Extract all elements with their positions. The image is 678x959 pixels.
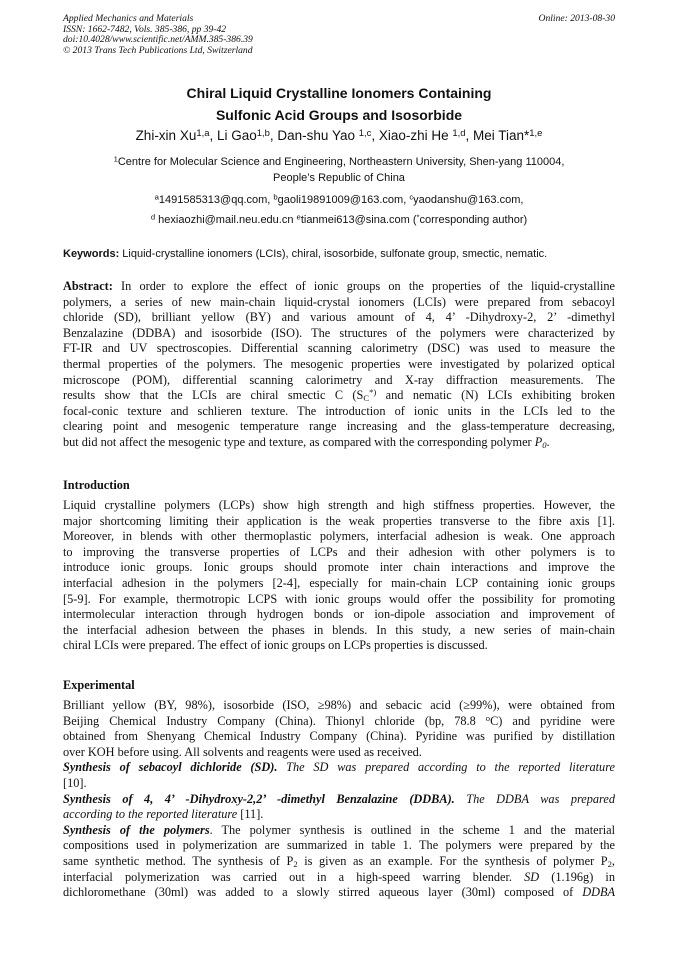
intro-line: chiral LCIs were prepared. The effect of ionic groups on LCPs properties is discussed. (63, 638, 488, 653)
email-e: tianmei613@sina.com ( (300, 214, 417, 226)
exp-line: Beijing Chemical Industry Company (China). Thionyl chloride (bp, 78.8 (63, 713, 486, 728)
abstract-line: focal-conic texture and schlieren texture. The introduction of ionic units in the LCIs led to the (63, 403, 615, 418)
abstract-line: chloride (SD), brilliant yellow (BY) and various amount of 4, 4’ -Dihydroxy-2, 2’ -dimethyl (63, 310, 615, 325)
abstract-line: results show that the LCIs are chiral smectic C (S (63, 388, 364, 403)
keywords (63, 247, 615, 262)
abstract-line-rest: and nematic (N) LCIs exhibiting broken (376, 388, 615, 403)
sd-subheading: Synthesis of sebacoyl dichloride (SD). (63, 760, 278, 775)
email-d: hexiaozhi@mail.neu.edu.cn (155, 214, 297, 226)
abstract-line: FT-IR and UV spectroscopies. Differential scanning calorimetry (DSC) was used to measure the (63, 341, 615, 356)
poly-line-mid: is given as an example. For the synthesis of polymer P (297, 853, 608, 868)
author-affil-sup: 1,a (196, 127, 210, 139)
author-separator: , (371, 128, 379, 143)
ddba-reference: [11]. (237, 807, 264, 822)
polymer-p0: P (534, 434, 543, 449)
journal-header (63, 14, 615, 56)
smectic-sub: C (363, 393, 370, 404)
abstract-line: polymers, a series of new main-chain liquid-crystal ionomers (LCIs) were prepared from sebacoyl (63, 294, 615, 309)
issn-line: ISSN: 1662-7482, Vols. 385-386, pp 39-42 (63, 23, 227, 35)
poly-line: interfacial polymerization was carried out in a high-speed warring blender. (63, 869, 525, 884)
ddba-text-2: according to the reported literature (63, 807, 238, 822)
sd-amount: (1.196g) in (539, 869, 615, 884)
author-name: Li Gao (216, 128, 257, 143)
abstract-line: clearing point and mesogenic temperature range increasing and the glass-temperature decreasing, (63, 419, 615, 434)
poly-line: . The polymer synthesis is outlined in the scheme 1 and the material (209, 822, 616, 837)
keywords-label: Keywords: (63, 248, 120, 260)
polymer-p0-sub: 0 (542, 440, 547, 451)
affiliation-line-2: People’s Republic of China (273, 171, 405, 184)
exp-line: over KOH before using. All solvents and reagents were used as received. (63, 744, 422, 759)
abstract-line: but did not affect the mesogenic type and texture, as compared with the corresponding polymer (63, 434, 535, 449)
intro-line: to improving the transverse properties of LCPs and their adhesion with other polymers is to (63, 544, 615, 559)
email-a: 1491585313@qq.com, (158, 194, 274, 206)
poly-line-end: , (611, 853, 615, 868)
intro-line: major shortcoming limiting their application is the weak properties transverse to the fibre axis [1]. (63, 513, 615, 528)
author-affil-sup: 1,c (358, 127, 372, 139)
corresponding-note: corresponding author) (419, 214, 528, 226)
author-list (40, 127, 638, 145)
p2-sub: 2 (293, 859, 298, 870)
author-name: Mei Tian* (473, 128, 530, 143)
polymer-subheading: Synthesis of the polymers (63, 822, 210, 837)
copyright-line: © 2013 Trans Tech Publications Ltd, Switzerland (63, 44, 253, 56)
abstract-line: In order to explore the effect of ionic groups on the properties of the liquid-crystalline (112, 279, 615, 293)
poly-line: dichloromethane (30ml) was added to a slowly stirred aqueous layer (30ml) composed of (63, 885, 583, 900)
exp-line: obtained from Shenyang Chemical Industry Company (China). Pyridine was purified by distillation (63, 729, 615, 744)
degree-sup: o (485, 712, 491, 723)
ddba-subheading: Synthesis of 4, 4’ -Dihydroxy-2,2’ -dimethyl Benzalazine (DDBA). (63, 791, 455, 806)
author-separator: , (465, 128, 474, 143)
intro-line: interfacial adhesion in the polymers [2-4], especially for main-chain LCP containing ionic groups (63, 575, 615, 590)
paper-title (63, 82, 615, 126)
intro-line: intermolecular interaction through hydrogen bonds or ion-dipole association and improvement of (63, 607, 615, 622)
poly-line: compositions used in polymerization are summarized in table 1. The polymers were prepared by the (63, 838, 615, 853)
abstract-line: thermal properties of the polymers. The mesogenic properties were investigated by polarized optical (63, 356, 615, 371)
abstract-end: . (546, 434, 550, 449)
keywords-text: Liquid-crystalline ionomers (LCIs), chiral, isosorbide, sulfonate group, smectic, nematic. (119, 248, 548, 260)
abstract-label: Abstract: (63, 279, 113, 293)
author-separator: , (269, 128, 278, 143)
author-affil-sup: 1,d (452, 127, 466, 139)
sd-italic: SD (524, 869, 540, 884)
affiliation-sup: 1 (113, 154, 118, 164)
author-name: Dan-shu Yao (277, 128, 359, 143)
p2-sub: 2 (607, 859, 612, 870)
affiliation (63, 155, 615, 186)
journal-name: Applied Mechanics and Materials (63, 13, 194, 24)
corresponding-star: * (416, 212, 420, 222)
title-line-1: Chiral Liquid Crystalline Ionomers Containing (186, 85, 492, 101)
abstract-line: microscope (POM), differential scanning calorimetry and X-ray diffraction measurements. The (63, 372, 615, 387)
intro-line: Liquid crystalline polymers (LCPs) show high strength and high stiffness properties. However, the (63, 498, 615, 512)
ddba-italic: DDBA (582, 885, 615, 900)
intro-line: the interfacial adhesion between the phases in blends. In this study, a new series of main-chain (63, 622, 615, 637)
intro-line: introduce ionic groups. Ionic groups should promote inter chain interactions and improve the (63, 560, 615, 575)
intro-line: Moreover, in blends with other thermoplastic polymers, interfacial adhesion is weak. One approach (63, 529, 615, 544)
doi-line: doi:10.4028/www.scientific.net/AMM.385-386.39 (63, 34, 253, 46)
abstract (63, 279, 615, 451)
intro-line: [5-9]. For example, thermotropic LCPS with ionic groups would offer the possibility for promoting (63, 591, 615, 606)
sd-reference: [10]. (63, 775, 87, 790)
author-separator: , (209, 128, 217, 143)
exp-line-rest: C) and pyridine were (490, 713, 615, 728)
smectic-sup: *) (369, 387, 377, 398)
author-name: Zhi-xin Xu (135, 128, 197, 143)
poly-line: same synthetic method. The synthesis of P (63, 853, 294, 868)
author-affil-sup: 1,e (529, 127, 543, 139)
online-date: Online: 2013-08-30 (538, 13, 615, 24)
exp-line: Brilliant yellow (BY, 98%), isosorbide (ISO, ≥98%) and sebacic acid (≥99%), were obtained from (63, 698, 615, 712)
introduction-heading: Introduction (63, 478, 130, 492)
title-line-2: Sulfonic Acid Groups and Isosorbide (215, 107, 463, 123)
author-name: Xiao-zhi He (378, 128, 453, 143)
abstract-line: Benzalazine (DDBA) and isosorbide (ISO). The structures of the polymers were characterized by (63, 325, 615, 340)
email-line-1: $^a$1491585313@qq.com, $^b$gaoli19891009@163.com, $^c$yaodanshu@163.com, (154, 192, 524, 206)
author-affil-sup: 1,b (256, 127, 270, 139)
email-c: yaodanshu@163.com, (413, 194, 524, 206)
affiliation-line-1: Centre for Molecular Science and Engineering, Northeastern University, Shen-yang 110004, (117, 156, 565, 168)
sd-text: The SD was prepared according to the reported literature (277, 760, 615, 775)
email-b: gaoli19891009@163.com, (277, 194, 410, 206)
experimental-body (63, 698, 615, 901)
experimental-heading: Experimental (63, 678, 135, 692)
ddba-text: The DDBA was prepared (454, 791, 615, 806)
email-line-2: $^d$ hexiaozhi@mail.neu.edu.cn $^e$tianmei613@sina.com (*corresponding author) (150, 212, 528, 226)
introduction-body (63, 498, 615, 654)
